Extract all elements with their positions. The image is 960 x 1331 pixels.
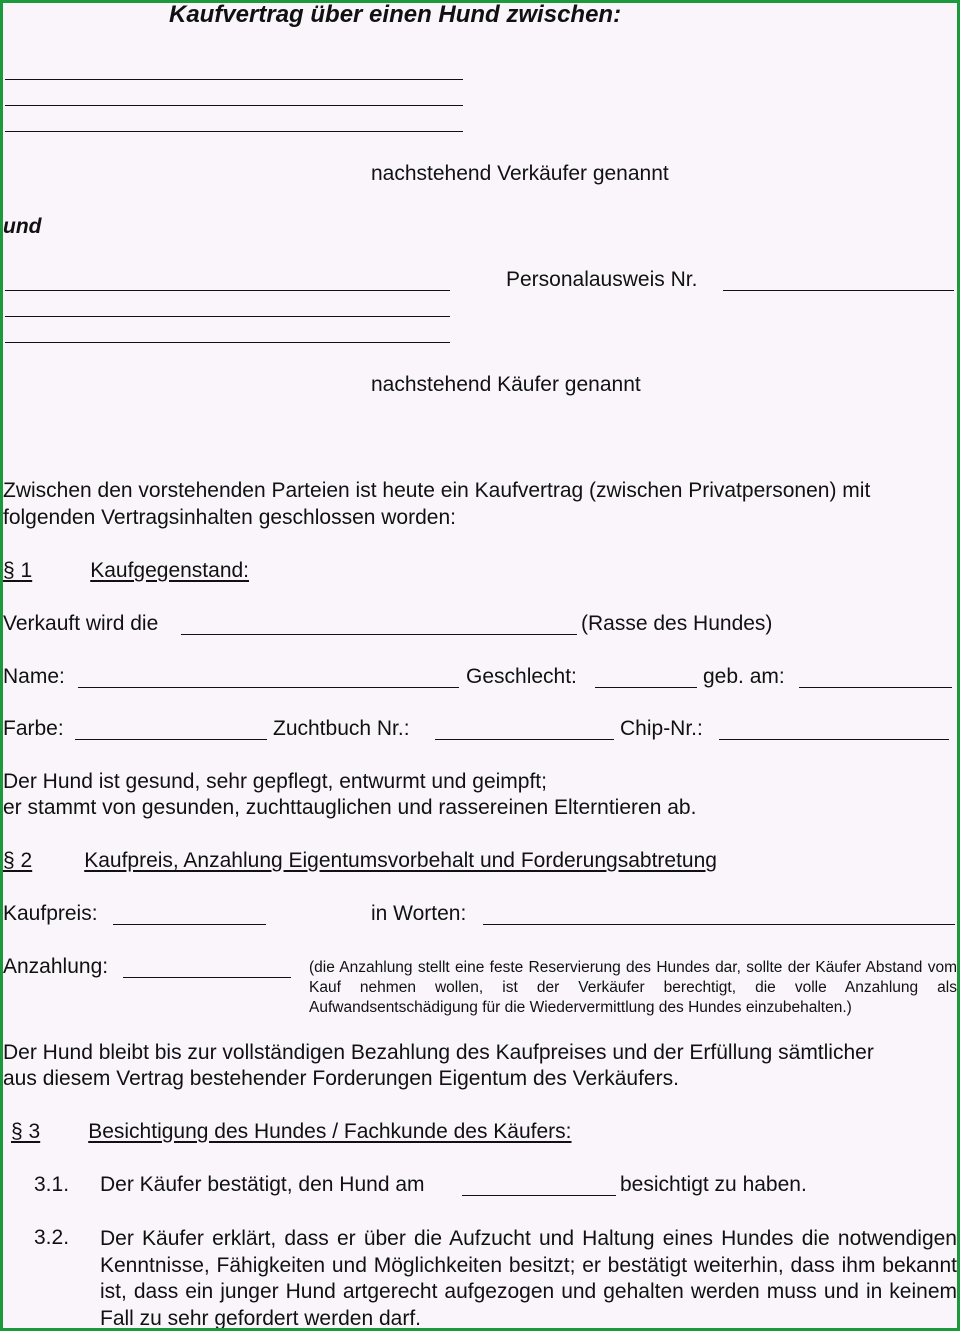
- studbook-field[interactable]: [435, 739, 614, 740]
- chip-label: Chip-Nr.:: [620, 717, 703, 740]
- deposit-label: Anzahlung:: [3, 955, 109, 978]
- section-3-heading: [7, 1120, 629, 1144]
- studbook-label: Zuchtbuch Nr.:: [273, 717, 410, 740]
- section-2-title: Kaufpreis, Anzahlung Eigentumsvorbehalt und Forderungsabtretung: [84, 849, 717, 872]
- breed-label: (Rasse des Hundes): [581, 612, 773, 635]
- ownership-line-2: aus diesem Vertrag bestehender Forderungen Eigentum des Verkäufers.: [3, 1067, 679, 1090]
- id-label: Personalausweis Nr.: [506, 268, 698, 291]
- buyer-label: nachstehend Käufer genannt: [371, 373, 641, 396]
- section-2-heading: [3, 849, 793, 873]
- intro-line-2: folgenden Vertragsinhalten geschlossen worden:: [3, 506, 456, 529]
- breed-field[interactable]: [181, 634, 577, 635]
- section-3-number: § 3: [11, 1120, 41, 1143]
- section-3-title: Besichtigung des Hundes / Fachkunde des Käufers:: [88, 1120, 572, 1143]
- buyer-line-1[interactable]: [5, 290, 450, 291]
- sold-label: Verkauft wird die: [3, 612, 159, 635]
- deposit-field[interactable]: [123, 977, 291, 978]
- born-label: geb. am:: [703, 665, 785, 688]
- color-field[interactable]: [75, 739, 267, 740]
- health-line-2: er stammt von gesunden, zuchttauglichen und rassereinen Elterntieren ab.: [3, 796, 697, 819]
- seller-line-2[interactable]: [5, 105, 463, 106]
- born-field[interactable]: [799, 687, 952, 688]
- price-words-field[interactable]: [483, 924, 955, 925]
- buyer-line-2[interactable]: [5, 316, 450, 317]
- ownership-line-1: Der Hund bleibt bis zur vollständigen Bezahlung des Kaufpreises und der Erfüllung sämtlicher: [3, 1041, 874, 1064]
- section-1-number: § 1: [3, 559, 33, 582]
- seller-line-1[interactable]: [5, 79, 463, 80]
- health-line-1: Der Hund ist gesund, sehr gepflegt, entwurmt und geimpft;: [3, 770, 547, 793]
- page-title: Kaufvertrag über einen Hund zwischen:: [169, 1, 622, 28]
- buyer-line-3[interactable]: [5, 342, 450, 343]
- viewing-date-field[interactable]: [462, 1195, 616, 1196]
- section-1-title: Kaufgegenstand:: [90, 559, 250, 582]
- chip-field[interactable]: [719, 739, 949, 740]
- section-1-heading: [3, 559, 273, 583]
- clause-3-1-number: 3.1.: [34, 1173, 70, 1196]
- price-label: Kaufpreis:: [3, 902, 98, 925]
- deposit-note: (die Anzahlung stellt eine feste Reservierung des Hundes dar, sollte der Käufer Abstand vom Kauf nehmen wollen, ist der Verkäufer berechtigt, die volle Anzahlung als Aufwandsentschädigung für die Wiedervermittlung des Hundes einzubehalten.): [309, 959, 957, 1016]
- clause-3-1-text-after: besichtigt zu haben.: [620, 1173, 807, 1196]
- id-number-field[interactable]: [723, 290, 954, 291]
- seller-line-3[interactable]: [5, 131, 463, 132]
- sex-field[interactable]: [595, 687, 697, 688]
- clause-3-1-text-before: Der Käufer bestätigt, den Hund am: [100, 1173, 425, 1196]
- clause-3-2-number: 3.2.: [34, 1226, 70, 1249]
- intro-line-1: Zwischen den vorstehenden Parteien ist heute ein Kaufvertrag (zwischen Privatpersonen) mit: [3, 479, 871, 502]
- sex-label: Geschlecht:: [466, 665, 577, 688]
- clause-3-2-text: Der Käufer erklärt, dass er über die Aufzucht und Haltung eines Hundes die notwendigen Kenntnisse, Fähigkeiten und Möglichkeiten besitzt; er bestätigt weiterhin, dass ihm bekannt ist, dass ein junger Hund artgerecht aufgezogen und gehalten werden muss und in keinem Fall zu sehr gefordert werden darf.: [100, 1227, 957, 1330]
- and-label: und: [3, 215, 42, 238]
- name-label: Name:: [3, 665, 65, 688]
- words-label: in Worten:: [371, 902, 467, 925]
- seller-label: nachstehend Verkäufer genannt: [371, 162, 669, 185]
- color-label: Farbe:: [3, 717, 64, 740]
- name-field[interactable]: [78, 687, 459, 688]
- section-2-number: § 2: [3, 849, 33, 872]
- price-field[interactable]: [113, 924, 266, 925]
